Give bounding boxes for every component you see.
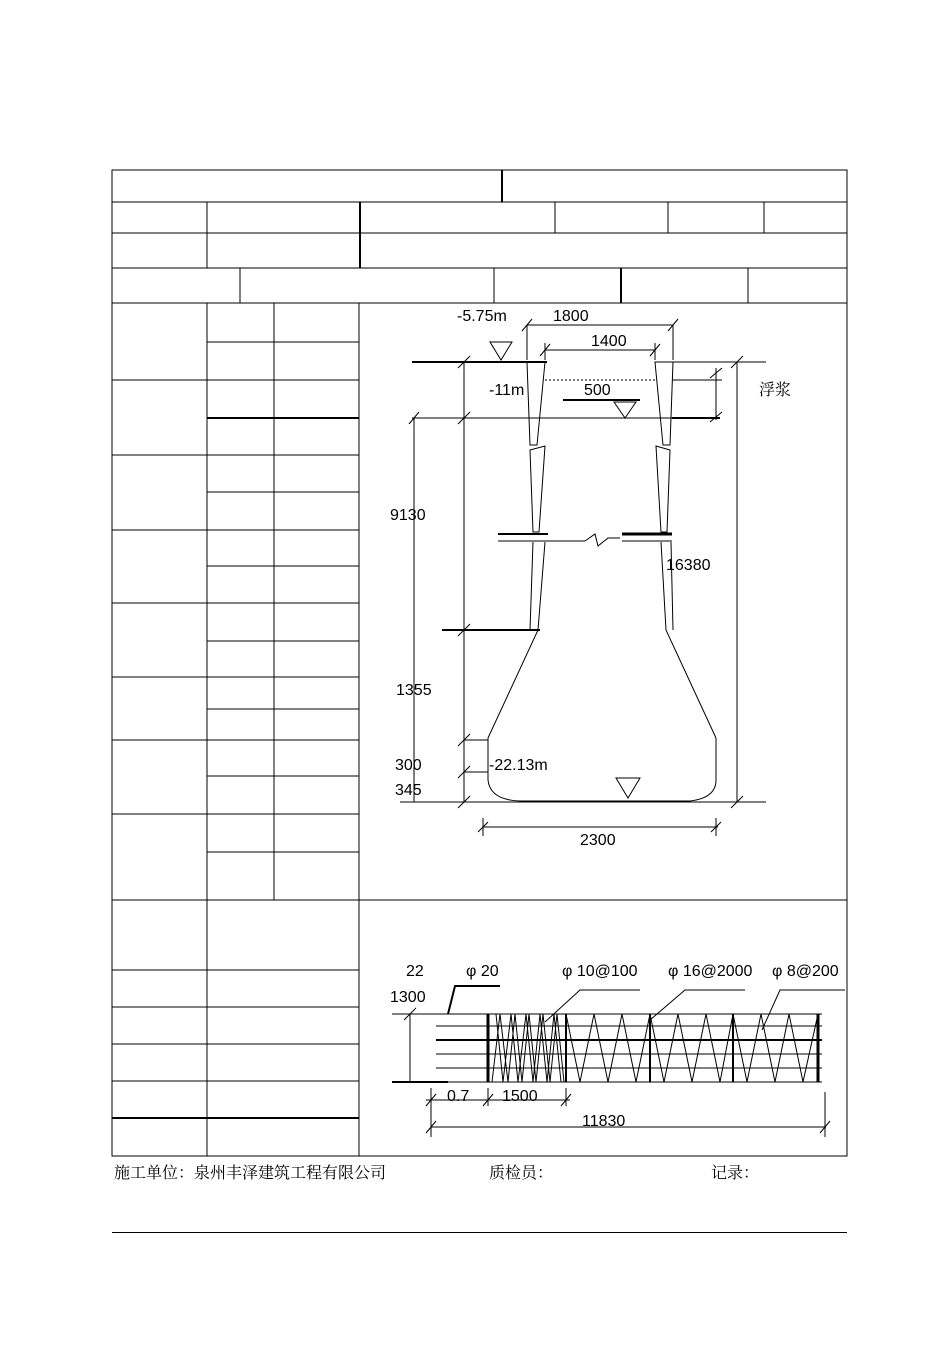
bell-diameter-label: 2300 bbox=[580, 832, 616, 849]
elevation-marker-icon bbox=[490, 342, 512, 360]
slurry-label: 浮浆 bbox=[759, 380, 792, 399]
cage-diameter-label: 1300 bbox=[390, 989, 426, 1006]
pile-section-drawing bbox=[390, 308, 791, 849]
total-depth-label: 16380 bbox=[666, 557, 711, 574]
bell-straight-label: 300 bbox=[395, 757, 422, 774]
top-elevation-label: -5.75m bbox=[457, 308, 507, 325]
dense-spiral-label: φ 10@100 bbox=[562, 963, 638, 980]
inspector-label: 质检员： bbox=[489, 1163, 554, 1182]
bottom-elevation-label: -22.13m bbox=[489, 757, 548, 774]
water-level-label: -11m bbox=[489, 382, 525, 399]
inner-diameter-label: 1400 bbox=[591, 333, 627, 350]
gap-label: 0.7 bbox=[447, 1088, 470, 1105]
normal-spiral-label: φ 8@200 bbox=[772, 963, 839, 980]
stiffener-label: φ 16@2000 bbox=[668, 963, 753, 980]
outer-diameter-label: 1800 bbox=[553, 308, 589, 325]
bottom-elevation-marker-icon bbox=[616, 778, 640, 798]
bell-height-label: 1355 bbox=[396, 682, 432, 699]
recorder-label: 记录： bbox=[711, 1163, 760, 1182]
shaft-length-label: 9130 bbox=[390, 507, 426, 524]
dense-length-label: 1500 bbox=[502, 1088, 538, 1105]
total-length-label: 11830 bbox=[582, 1113, 626, 1130]
base-curve-label: 345 bbox=[395, 782, 422, 799]
water-level-marker-icon bbox=[614, 402, 636, 418]
contractor-label: 施工单位：泉州丰泽建筑工程有限公司 bbox=[114, 1163, 387, 1182]
bottom-rule bbox=[112, 1232, 847, 1233]
main-bar-label: φ 20 bbox=[466, 963, 499, 980]
main-bar-count-label: 22 bbox=[406, 963, 424, 980]
wall-segment-label: 500 bbox=[584, 382, 611, 399]
rebar-cage-drawing bbox=[390, 963, 845, 1137]
